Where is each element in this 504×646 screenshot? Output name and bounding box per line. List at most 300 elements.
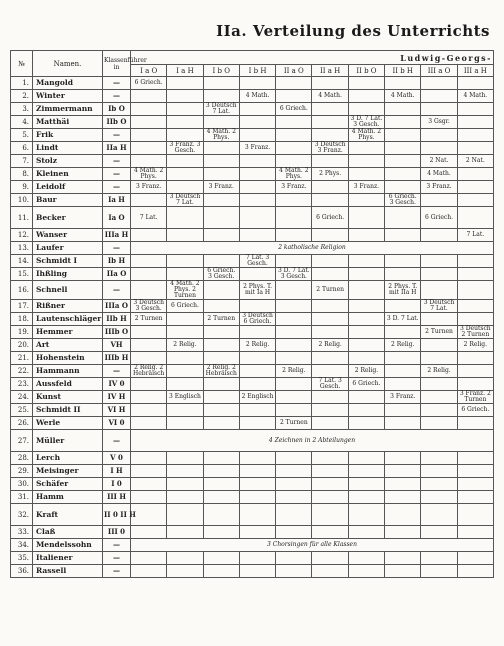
- subject-cell: [421, 404, 457, 417]
- teacher-name: Schmidt II: [33, 404, 103, 417]
- subject-cell: [312, 129, 348, 142]
- page-title: IIa. Verteilung des Unterrichts: [216, 22, 490, 40]
- subject-cell: [421, 281, 457, 300]
- subject-cell: [131, 452, 167, 465]
- subject-cell: [239, 181, 275, 194]
- subject-cell: [167, 129, 203, 142]
- row-number: 8.: [11, 168, 33, 181]
- class-leader: VI 0: [103, 417, 131, 430]
- subject-cell: [276, 339, 312, 352]
- subject-cell: 4 Math.: [457, 90, 493, 103]
- subject-cell: [239, 326, 275, 339]
- subject-cell: [203, 77, 239, 90]
- header-nr: №: [11, 51, 33, 77]
- subject-cell: [421, 103, 457, 116]
- subject-cell: [348, 465, 384, 478]
- subject-cell: [131, 326, 167, 339]
- teacher-row: [11, 365, 494, 378]
- teacher-row: [11, 565, 494, 578]
- subject-cell: [312, 491, 348, 504]
- subject-cell: 6 Griech.: [312, 207, 348, 229]
- class-header: II b O: [348, 65, 384, 77]
- subject-cell: [421, 565, 457, 578]
- teacher-row: [11, 526, 494, 539]
- subject-cell: [276, 491, 312, 504]
- subject-cell: [385, 77, 421, 90]
- subject-cell: [348, 417, 384, 430]
- subject-cell: [167, 478, 203, 491]
- subject-cell: [312, 103, 348, 116]
- subject-cell: [167, 268, 203, 281]
- subject-cell: 4 Math. 2 Phys.: [348, 129, 384, 142]
- subject-cell: [239, 103, 275, 116]
- subject-cell: [203, 142, 239, 155]
- subject-cell: [131, 116, 167, 129]
- subject-cell: [276, 552, 312, 565]
- class-leader: Ib O: [103, 103, 131, 116]
- subject-cell: [167, 504, 203, 526]
- teacher-name: Kunst: [33, 391, 103, 404]
- subject-cell: [421, 255, 457, 268]
- subject-cell: 2 Relig.: [167, 339, 203, 352]
- subject-cell: [276, 465, 312, 478]
- subject-cell: [239, 404, 275, 417]
- subject-cell: [131, 465, 167, 478]
- teacher-row: [11, 155, 494, 168]
- teacher-row: [11, 491, 494, 504]
- teacher-row: [11, 142, 494, 155]
- row-number: 12.: [11, 229, 33, 242]
- subject-cell: [239, 77, 275, 90]
- subject-cell: [385, 207, 421, 229]
- row-number: 27.: [11, 430, 33, 452]
- subject-cell: [421, 552, 457, 565]
- class-leader: —: [103, 565, 131, 578]
- subject-cell: [348, 77, 384, 90]
- subject-cell: 3 Deutsch 3 Gesch.: [131, 300, 167, 313]
- subject-cell: [457, 255, 493, 268]
- teacher-name: Lerch: [33, 452, 103, 465]
- subject-cell: [203, 526, 239, 539]
- row-number: 6.: [11, 142, 33, 155]
- row-number: 20.: [11, 339, 33, 352]
- subject-cell: [385, 452, 421, 465]
- subject-cell: [167, 417, 203, 430]
- class-leader: IIa O: [103, 268, 131, 281]
- subject-cell: [276, 478, 312, 491]
- class-leader: —: [103, 242, 131, 255]
- row-number: 32.: [11, 504, 33, 526]
- subject-cell: [276, 155, 312, 168]
- subject-cell: [203, 229, 239, 242]
- class-header: II b H: [385, 65, 421, 77]
- subject-cell: [312, 404, 348, 417]
- row-number: 24.: [11, 391, 33, 404]
- subject-cell: [203, 404, 239, 417]
- teacher-row: [11, 430, 494, 452]
- subject-cell: [276, 300, 312, 313]
- subject-cell: [385, 129, 421, 142]
- class-leader: IIIa H: [103, 229, 131, 242]
- subject-cell: 3 Deutsch 3 Franz.: [312, 142, 348, 155]
- teacher-name: Lautenschläger: [33, 313, 103, 326]
- subject-cell: [457, 526, 493, 539]
- subject-cell: [421, 478, 457, 491]
- class-leader: IIa H: [103, 142, 131, 155]
- subject-cell: [457, 77, 493, 90]
- subject-cell: [203, 391, 239, 404]
- subject-cell: [203, 90, 239, 103]
- subject-cell: [167, 352, 203, 365]
- teacher-row: [11, 129, 494, 142]
- teacher-row: [11, 326, 494, 339]
- subject-cell: [167, 77, 203, 90]
- subject-cell: 3 Deutsch 7 Lat.: [167, 194, 203, 207]
- subject-cell: [167, 116, 203, 129]
- subject-cell: [385, 142, 421, 155]
- subject-cell: [203, 326, 239, 339]
- subject-cell: [276, 207, 312, 229]
- subject-cell: [457, 281, 493, 300]
- spanning-subject: 4 Zeichnen in 2 Abteilungen: [131, 430, 494, 452]
- subject-cell: [276, 404, 312, 417]
- subject-cell: 2 Relig.: [239, 339, 275, 352]
- subject-cell: [203, 255, 239, 268]
- subject-cell: [312, 194, 348, 207]
- subject-cell: [131, 565, 167, 578]
- subject-cell: [276, 129, 312, 142]
- subject-cell: [131, 103, 167, 116]
- subject-cell: 3 Franz.: [421, 181, 457, 194]
- subject-cell: [385, 478, 421, 491]
- teacher-name: Frik: [33, 129, 103, 142]
- subject-cell: [276, 281, 312, 300]
- subject-cell: 2 Relig.: [312, 339, 348, 352]
- subject-cell: 3 Franz.: [203, 181, 239, 194]
- subject-cell: [239, 491, 275, 504]
- subject-cell: 2 Relig.: [457, 339, 493, 352]
- teacher-name: Rassell: [33, 565, 103, 578]
- subject-cell: [385, 465, 421, 478]
- subject-cell: [276, 565, 312, 578]
- subject-cell: [312, 229, 348, 242]
- subject-cell: [131, 491, 167, 504]
- subject-cell: [312, 552, 348, 565]
- class-leader: I H: [103, 465, 131, 478]
- subject-cell: [385, 116, 421, 129]
- subject-cell: 2 Nat.: [457, 155, 493, 168]
- subject-cell: [421, 313, 457, 326]
- teacher-row: [11, 417, 494, 430]
- subject-cell: 3 D. 7 Lat. 3 Gesch.: [276, 268, 312, 281]
- subject-cell: [385, 504, 421, 526]
- subject-cell: 7 Lat. 3 Gesch.: [312, 378, 348, 391]
- subject-cell: [239, 452, 275, 465]
- subject-cell: [276, 255, 312, 268]
- subject-cell: [421, 391, 457, 404]
- subject-cell: [312, 77, 348, 90]
- subject-cell: [421, 526, 457, 539]
- subject-cell: [385, 255, 421, 268]
- subject-cell: 6 Griech.: [457, 404, 493, 417]
- subject-cell: [203, 465, 239, 478]
- class-leader: IIb O: [103, 116, 131, 129]
- row-number: 15.: [11, 268, 33, 281]
- teacher-name: Baur: [33, 194, 103, 207]
- subject-cell: 2 Relig.: [348, 365, 384, 378]
- teacher-row: [11, 452, 494, 465]
- subject-cell: [131, 129, 167, 142]
- subject-cell: 3 D. 7 Lat. 3 Gesch.: [348, 116, 384, 129]
- subject-cell: [348, 313, 384, 326]
- subject-cell: 6 Griech.: [276, 103, 312, 116]
- subject-cell: [385, 378, 421, 391]
- subject-cell: 2 Phys. T. mit IIa H: [385, 281, 421, 300]
- subject-cell: 3 Franz.: [131, 181, 167, 194]
- class-leader: Ib H: [103, 255, 131, 268]
- subject-cell: [421, 129, 457, 142]
- class-leader: VH: [103, 339, 131, 352]
- subject-cell: [203, 168, 239, 181]
- subject-cell: 2 Relig.: [421, 365, 457, 378]
- subject-cell: [348, 352, 384, 365]
- subject-cell: [167, 326, 203, 339]
- subject-cell: [348, 326, 384, 339]
- subject-cell: [457, 116, 493, 129]
- subject-cell: [421, 465, 457, 478]
- teacher-name: Müller: [33, 430, 103, 452]
- subject-cell: 4 Math.: [312, 90, 348, 103]
- teacher-row: [11, 255, 494, 268]
- row-number: 13.: [11, 242, 33, 255]
- subject-cell: [348, 526, 384, 539]
- subject-cell: [131, 404, 167, 417]
- class-header: III a H: [457, 65, 493, 77]
- subject-cell: [131, 352, 167, 365]
- class-header: I a H: [167, 65, 203, 77]
- subject-cell: [348, 281, 384, 300]
- subject-cell: [312, 526, 348, 539]
- subject-cell: [131, 526, 167, 539]
- subject-cell: [385, 352, 421, 365]
- subject-cell: [312, 313, 348, 326]
- teacher-row: [11, 539, 494, 552]
- row-number: 31.: [11, 491, 33, 504]
- subject-cell: 2 Relig.: [276, 365, 312, 378]
- subject-cell: 4 Math. 2 Phys. 2 Turnen: [167, 281, 203, 300]
- teacher-row: [11, 478, 494, 491]
- subject-cell: [312, 365, 348, 378]
- class-header: I a O: [131, 65, 167, 77]
- teacher-row: [11, 194, 494, 207]
- row-number: 3.: [11, 103, 33, 116]
- teacher-name: Art: [33, 339, 103, 352]
- subject-cell: [239, 465, 275, 478]
- subject-cell: 3 Franz.: [276, 181, 312, 194]
- teacher-row: [11, 103, 494, 116]
- teacher-name: Aussfeld: [33, 378, 103, 391]
- subject-cell: [239, 229, 275, 242]
- subject-cell: [276, 194, 312, 207]
- subject-cell: [131, 478, 167, 491]
- spanning-subject: 3 Chorsingen für alle Klassen: [131, 539, 494, 552]
- subject-cell: [276, 326, 312, 339]
- subject-cell: [203, 300, 239, 313]
- subject-cell: [167, 229, 203, 242]
- subject-cell: [348, 391, 384, 404]
- subject-cell: [167, 255, 203, 268]
- row-number: 30.: [11, 478, 33, 491]
- subject-cell: 6 Griech.: [421, 207, 457, 229]
- subject-cell: [348, 504, 384, 526]
- subject-cell: [348, 142, 384, 155]
- subject-cell: [167, 565, 203, 578]
- teacher-row: [11, 352, 494, 365]
- subject-cell: 3 Franz. 2 Turnen: [457, 391, 493, 404]
- row-number: 18.: [11, 313, 33, 326]
- subject-cell: [203, 491, 239, 504]
- subject-cell: [385, 491, 421, 504]
- subject-cell: [348, 478, 384, 491]
- class-leader: IV 0: [103, 378, 131, 391]
- row-number: 2.: [11, 90, 33, 103]
- subject-cell: [457, 478, 493, 491]
- subject-cell: [312, 268, 348, 281]
- subject-cell: [203, 417, 239, 430]
- subject-cell: [312, 181, 348, 194]
- teacher-name: Wanser: [33, 229, 103, 242]
- subject-cell: 3 Deutsch 7 Lat.: [421, 300, 457, 313]
- subject-cell: [131, 142, 167, 155]
- subject-cell: 6 Griech. 3 Gesch.: [203, 268, 239, 281]
- subject-cell: [276, 378, 312, 391]
- class-header: II a O: [276, 65, 312, 77]
- subject-cell: 3 Deutsch 7 Lat.: [203, 103, 239, 116]
- teacher-name: Mendelssohn: [33, 539, 103, 552]
- row-number: 28.: [11, 452, 33, 465]
- subject-cell: [203, 378, 239, 391]
- class-leader: IIb H: [103, 313, 131, 326]
- subject-cell: [131, 229, 167, 242]
- subject-cell: [312, 465, 348, 478]
- subject-cell: [312, 326, 348, 339]
- subject-cell: [203, 565, 239, 578]
- teacher-name: Werle: [33, 417, 103, 430]
- teacher-name: Schmidt I: [33, 255, 103, 268]
- row-number: 33.: [11, 526, 33, 539]
- subject-cell: 3 Franz. 3 Gesch.: [167, 142, 203, 155]
- teacher-row: [11, 552, 494, 565]
- header-fuehrer: Klassenführer in: [103, 51, 131, 77]
- teacher-name: Italiener: [33, 552, 103, 565]
- subject-cell: [421, 417, 457, 430]
- subject-cell: [457, 181, 493, 194]
- subject-cell: [312, 352, 348, 365]
- subject-cell: [312, 391, 348, 404]
- subject-cell: [167, 90, 203, 103]
- teacher-name: Rißner: [33, 300, 103, 313]
- teacher-row: [11, 242, 494, 255]
- subject-cell: 4 Math. 2 Phys.: [276, 168, 312, 181]
- teacher-name: Ihßling: [33, 268, 103, 281]
- subject-cell: [312, 565, 348, 578]
- subject-cell: [203, 339, 239, 352]
- subject-cell: [385, 181, 421, 194]
- teacher-row: [11, 207, 494, 229]
- subject-cell: [131, 255, 167, 268]
- class-leader: VI H: [103, 404, 131, 417]
- subject-cell: [203, 116, 239, 129]
- subject-cell: [457, 103, 493, 116]
- subject-cell: 3 Deutsch 2 Turnen: [457, 326, 493, 339]
- subject-cell: [167, 207, 203, 229]
- class-leader: V 0: [103, 452, 131, 465]
- subject-cell: [203, 352, 239, 365]
- row-number: 17.: [11, 300, 33, 313]
- subject-cell: [348, 268, 384, 281]
- subject-cell: [131, 417, 167, 430]
- teacher-name: Leidolf: [33, 181, 103, 194]
- teacher-name: Zimmermann: [33, 103, 103, 116]
- subject-cell: [457, 207, 493, 229]
- subject-cell: 2 Nat.: [421, 155, 457, 168]
- subject-cell: 2 Turnen: [276, 417, 312, 430]
- subject-cell: 3 Franz.: [385, 391, 421, 404]
- teacher-row: [11, 391, 494, 404]
- subject-cell: [203, 504, 239, 526]
- subject-cell: [421, 77, 457, 90]
- teacher-row: [11, 90, 494, 103]
- teacher-row: [11, 404, 494, 417]
- subject-cell: 4 Math.: [421, 168, 457, 181]
- teacher-name: Kleinen: [33, 168, 103, 181]
- row-number: 10.: [11, 194, 33, 207]
- subject-cell: [385, 565, 421, 578]
- subject-cell: [348, 339, 384, 352]
- subject-cell: [312, 155, 348, 168]
- subject-cell: [203, 552, 239, 565]
- subject-cell: [239, 352, 275, 365]
- subject-cell: [203, 452, 239, 465]
- subject-cell: [457, 365, 493, 378]
- row-number: 22.: [11, 365, 33, 378]
- subject-cell: 7 Lat.: [131, 207, 167, 229]
- subject-cell: [421, 339, 457, 352]
- subject-cell: [421, 268, 457, 281]
- subject-cell: [167, 526, 203, 539]
- subject-cell: [276, 90, 312, 103]
- subject-cell: [312, 417, 348, 430]
- subject-cell: [131, 281, 167, 300]
- subject-cell: [167, 552, 203, 565]
- class-header: III a O: [421, 65, 457, 77]
- subject-cell: [457, 313, 493, 326]
- subject-cell: [385, 365, 421, 378]
- subject-cell: 3 Englisch: [167, 391, 203, 404]
- teacher-name: Lindt: [33, 142, 103, 155]
- subject-cell: 2 Relig.: [385, 339, 421, 352]
- subject-cell: [167, 452, 203, 465]
- subject-cell: [131, 268, 167, 281]
- teacher-name: Claß: [33, 526, 103, 539]
- class-leader: IIIb H: [103, 352, 131, 365]
- class-leader: IV H: [103, 391, 131, 404]
- subject-cell: [348, 491, 384, 504]
- subject-cell: [276, 391, 312, 404]
- subject-cell: [421, 194, 457, 207]
- subject-cell: 2 Phys.: [312, 168, 348, 181]
- teacher-row: [11, 281, 494, 300]
